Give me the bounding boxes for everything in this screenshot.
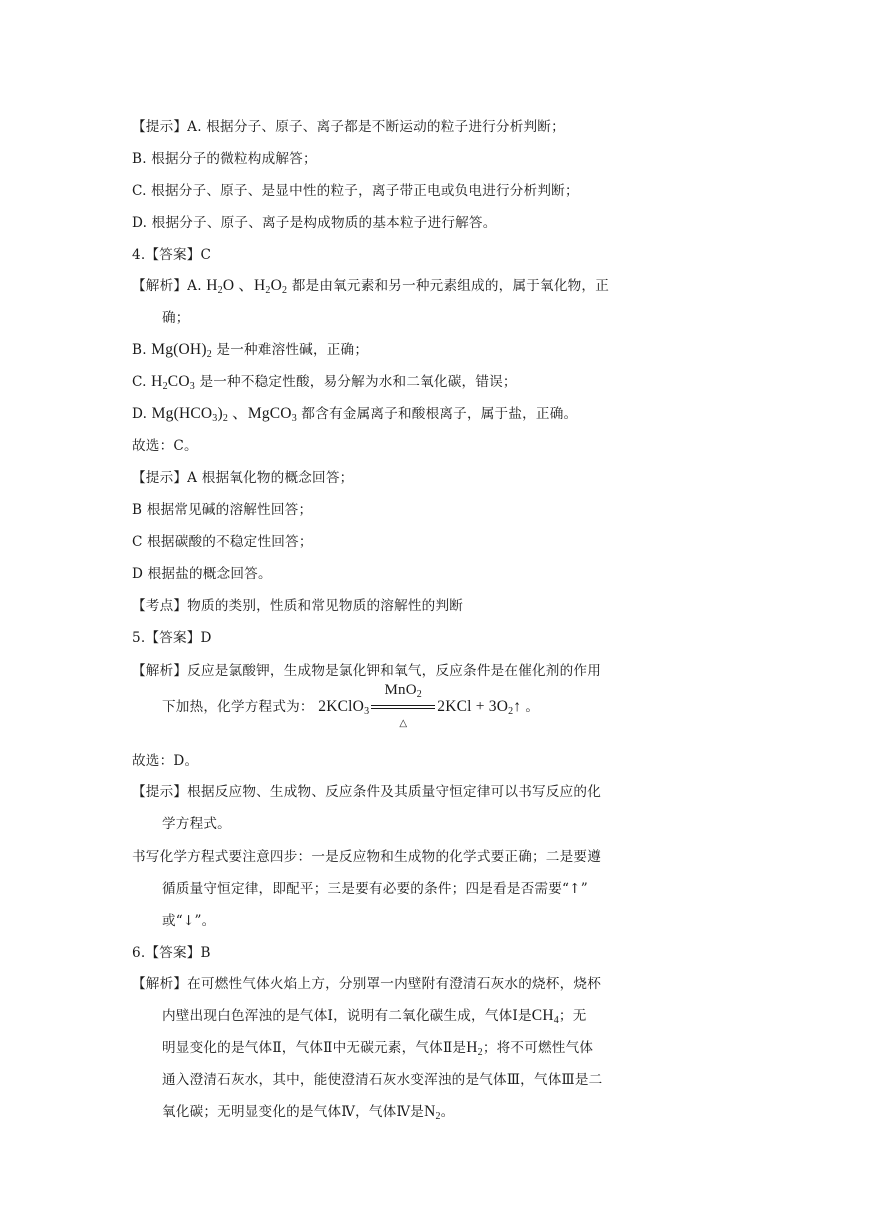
- heat-condition: △: [399, 718, 408, 729]
- analysis-label: 【解析】A.: [132, 278, 207, 294]
- analysis-text: 是一种不稳定性酸，易分解为水和二氧化碳，错误；: [194, 374, 517, 390]
- hint-4-d: D 根据盐的概念回答。: [132, 566, 272, 582]
- key-point-4: 【考点】物质的类别，性质和常见物质的溶解性的判断: [132, 598, 464, 614]
- answer-4: 4.【答案】C: [132, 247, 212, 263]
- choice-4: 故选：C。: [132, 438, 198, 454]
- chemical-equation: [318, 682, 525, 729]
- formula-ch4: $CH_4$: [531, 1007, 559, 1026]
- analysis-4-option-c: [132, 372, 517, 392]
- analysis-5-equation-line: [162, 682, 540, 729]
- hint-option-d: D. 根据分子、原子、离子是构成物质的基本粒子进行解答。: [132, 215, 497, 231]
- analysis-6-line-2: [162, 1006, 587, 1026]
- catalyst: MnO$_2$: [384, 682, 422, 700]
- hint-option-c: C. 根据分子、原子、是显中性的粒子，离子带正电或负电进行分析判断；: [132, 183, 579, 199]
- analysis-text: ；将不可燃性气体: [482, 1040, 594, 1056]
- hint-4-a: 【提示】A 根据氧化物的概念回答；: [132, 470, 354, 486]
- formula-h2: $H_2$: [466, 1039, 483, 1058]
- hint-4-b: B 根据常见碱的溶解性回答；: [132, 502, 313, 518]
- analysis-text: 内壁出现白色浑浊的是气体Ⅰ，说明有二氧化碳生成，气体Ⅰ是: [162, 1008, 532, 1024]
- note-5-line-2: 循质量守恒定律，即配平；三是要有必要的条件；四是看是否需要“↑”: [162, 881, 588, 897]
- formula-h2o-h2o2: $H_2O$ 、$H_2O_2$: [206, 277, 288, 296]
- hint-paragraph-3: 【提示】A. 根据分子、原子、离子都是不断运动的粒子进行分析判断；: [132, 119, 565, 135]
- analysis-text: 氧化碳；无明显变化的是气体Ⅳ，气体Ⅳ是: [162, 1104, 425, 1120]
- analysis-text: ；无: [558, 1008, 587, 1024]
- analysis-text: 都是由氧元素和另一种元素组成的，属于氧化物，正: [287, 278, 609, 294]
- products: $2KCl + 3O_2↑$: [437, 698, 522, 717]
- analysis-6-line-3: [162, 1038, 593, 1058]
- choice-5: 故选：D。: [132, 753, 199, 769]
- analysis-text: 是一种难溶性碱，正确；: [211, 342, 369, 358]
- period: 。: [525, 699, 540, 715]
- formula-salts: $Mg(HCO_3)_2$ 、MgCO$_3$: [151, 405, 297, 424]
- option-label: C.: [132, 374, 152, 390]
- hint-5-continuation: 学方程式。: [162, 816, 231, 832]
- reaction-arrow: [369, 682, 437, 729]
- analysis-4-option-b: [132, 340, 368, 360]
- equation-intro: 下加热，化学方程式为：: [162, 699, 314, 715]
- option-label: B.: [132, 342, 152, 358]
- analysis-5: 【解析】反应是氯酸钾，生成物是氯化钾和氧气，反应条件是在催化剂的作用: [132, 663, 601, 679]
- analysis-text: 都含有金属离子和酸根离子，属于盐，正确。: [296, 406, 578, 422]
- formula-n2: $N_2$: [424, 1103, 441, 1122]
- note-5: 书写化学方程式要注意四步：一是反应物和生成物的化学式要正确；二是要遵: [132, 849, 601, 865]
- formula-h2co3: $H_2CO_3$: [151, 373, 195, 392]
- analysis-4-continuation: 确；: [162, 310, 190, 326]
- analysis-text: 明显变化的是气体Ⅱ，气体Ⅱ中无碳元素，气体Ⅱ是: [162, 1040, 467, 1056]
- formula-mgoh2: $Mg(OH)_2$: [151, 341, 212, 360]
- answer-6: 6.【答案】B: [132, 945, 211, 961]
- note-5-line-3: 或“↓”。: [162, 913, 216, 929]
- hint-option-b: B. 根据分子的微粒构成解答；: [132, 151, 317, 167]
- analysis-4-option-a: [132, 276, 609, 296]
- hint-5: 【提示】根据反应物、生成物、反应条件及其质量守恒定律可以书写反应的化: [132, 784, 601, 800]
- answer-5: 5.【答案】D: [132, 630, 212, 646]
- option-label: D.: [132, 406, 152, 422]
- analysis-6-line-4: 通入澄清石灰水，其中，能使澄清石灰水变浑浊的是气体Ⅲ，气体Ⅲ是二: [162, 1072, 603, 1088]
- reactant: 2KClO$_3$: [318, 698, 370, 717]
- analysis-4-option-d: [132, 404, 577, 424]
- analysis-6: 【解析】在可燃性气体火焰上方，分别罩一内壁附有澄清石灰水的烧杯，烧杯: [132, 976, 601, 992]
- analysis-text: 。: [440, 1104, 455, 1120]
- hint-4-c: C 根据碳酸的不稳定性回答；: [132, 534, 313, 550]
- analysis-6-line-5: [162, 1102, 454, 1122]
